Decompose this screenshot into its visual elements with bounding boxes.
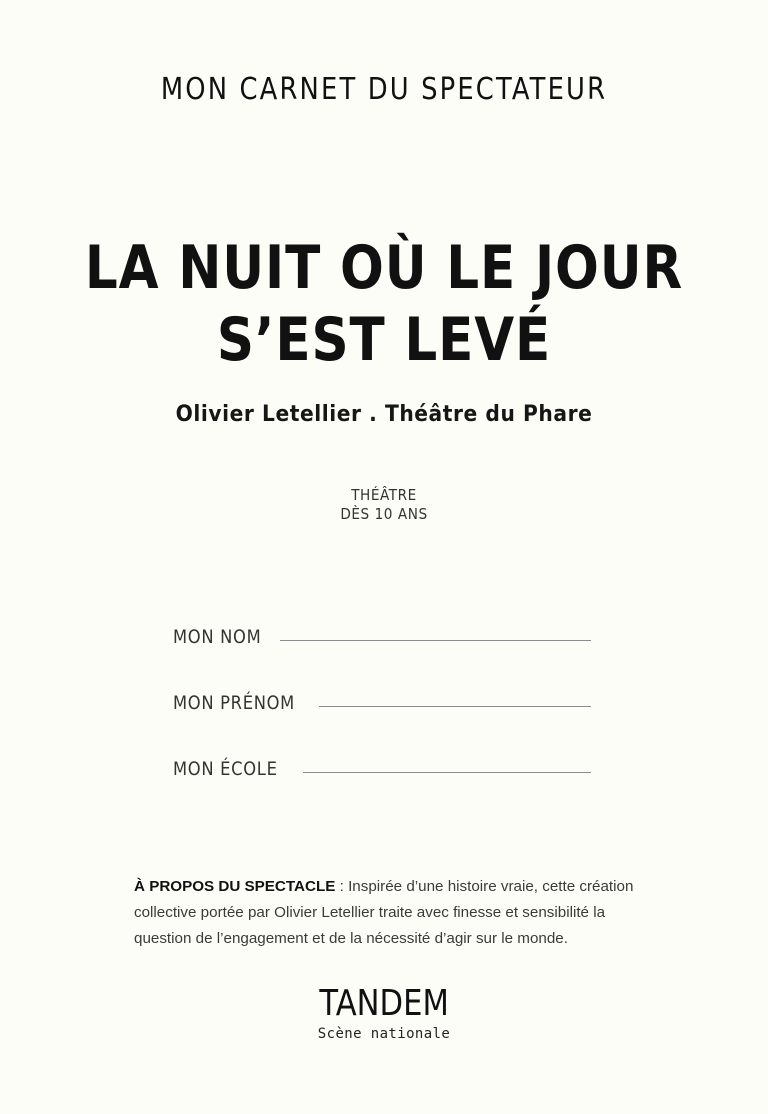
tandem-logo: [0, 984, 768, 1042]
field-nom[interactable]: [173, 618, 591, 648]
tandem-logo-wordmark: TANDEM: [319, 983, 449, 1024]
field-ecole[interactable]: [173, 750, 591, 780]
about-heading: À PROPOS DU SPECTACLE: [134, 878, 336, 895]
show-age: DÈS 10 ANS: [340, 505, 428, 523]
show-credits: Olivier Letellier . Théâtre du Phare: [175, 402, 593, 427]
show-title-line-1: LA NUIT OÙ LE JOUR: [84, 233, 684, 303]
carnet-heading: MON CARNET DU SPECTATEUR: [160, 72, 608, 107]
field-prenom-line[interactable]: [319, 706, 591, 707]
tandem-logo-subtitle: Scène nationale: [317, 1026, 451, 1042]
field-nom-line[interactable]: [280, 640, 591, 641]
show-genre-block: [46, 486, 722, 524]
about-separator: :: [335, 878, 349, 895]
field-ecole-label: MON ÉCOLE: [173, 758, 278, 780]
about-paragraph: [134, 874, 634, 952]
field-ecole-line[interactable]: [303, 772, 591, 773]
show-title: [54, 232, 714, 376]
about-text: Inspirée d’une histoire vraie, cette création collective portée par Olivier Letellier traite avec finesse et sensibilité la question de l’engagement et de la nécessité d’agir sur le monde.: [134, 878, 634, 947]
field-prenom-label: MON PRÉNOM: [173, 692, 295, 714]
show-title-line-2: S’EST LEVÉ: [216, 305, 552, 375]
field-nom-label: MON NOM: [173, 626, 262, 648]
show-genre: THÉÂTRE: [351, 486, 417, 504]
field-prenom[interactable]: [173, 684, 591, 714]
